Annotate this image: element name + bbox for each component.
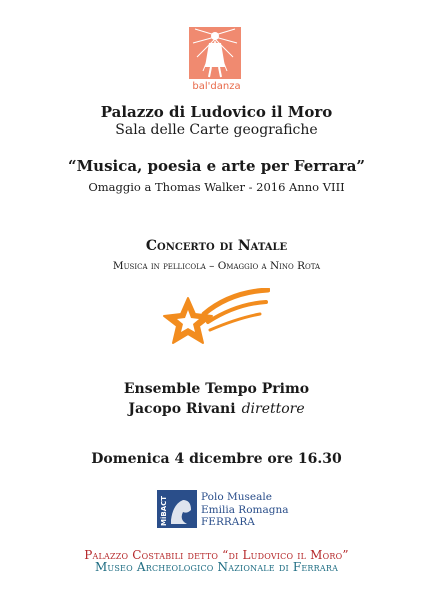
logo-text: bal'danza	[192, 81, 241, 92]
mibact-logo	[157, 490, 197, 528]
footer-palace: Palazzo Costabili detto “di Ludovico il Moro”	[84, 548, 349, 562]
mibact-logo-text: MiBACT	[160, 495, 168, 526]
venue-name: Palazzo di Ludovico il Moro	[100, 103, 333, 121]
museum-line1: Polo Museale	[201, 491, 272, 503]
conductor-line	[0, 401, 433, 417]
conductor-name: Jacopo Rivani	[128, 401, 236, 417]
baldanza-logo	[189, 27, 241, 79]
ensemble-name: Ensemble Tempo Primo	[123, 381, 310, 397]
event-date: Domenica 4 dicembre ore 16.30	[91, 451, 342, 467]
venue-hall: Sala delle Carte geografiche	[115, 122, 318, 138]
shooting-star-icon	[160, 288, 270, 350]
event-title: “Musica, poesia e arte per Ferrara”	[67, 157, 366, 175]
footer-museo: Museo Archeologico Nazionale di Ferrara	[94, 560, 339, 574]
conductor-role: direttore	[241, 401, 305, 417]
concert-subtitle: Musica in pellicola – Omaggio a Nino Rota	[112, 260, 321, 272]
museum-name	[201, 491, 288, 529]
mibact-emblem-icon	[157, 490, 197, 528]
concert-title: Concerto di Natale	[145, 238, 288, 254]
dancer-logo-icon	[189, 27, 241, 79]
museum-line3: FERRARA	[201, 516, 255, 528]
museum-line2: Emilia Romagna	[201, 503, 289, 516]
event-tribute: Omaggio a Thomas Walker - 2016 Anno VIII	[88, 180, 345, 194]
